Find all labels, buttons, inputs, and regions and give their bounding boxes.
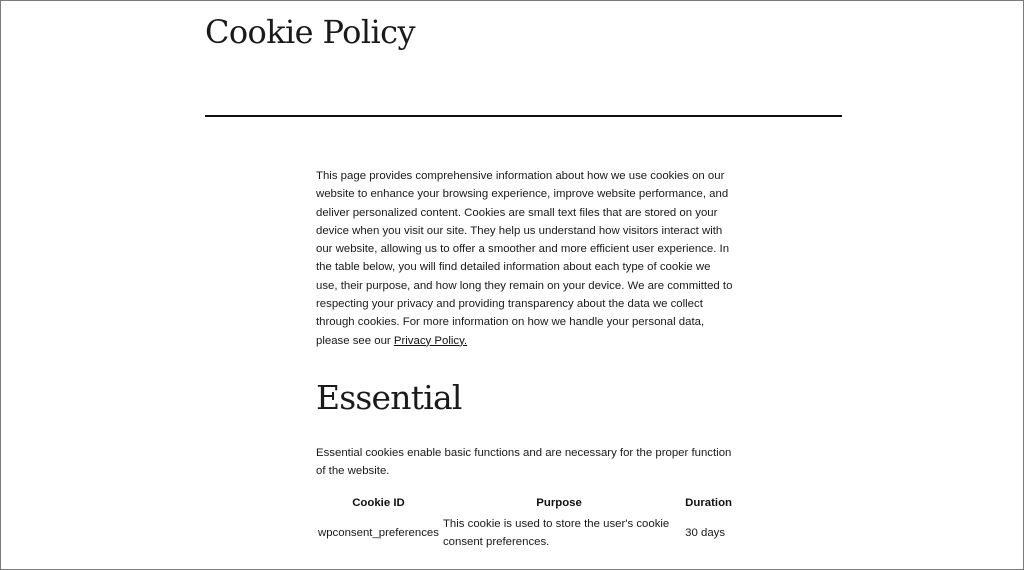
cell-purpose: This cookie is used to store the user's cookie consent preferences.	[442, 517, 670, 548]
cell-cookie-id: wpconsent_preferences	[318, 526, 439, 539]
column-header-cookie-id: Cookie ID	[352, 496, 405, 509]
column-header-purpose: Purpose	[536, 496, 582, 509]
policy-content	[316, 167, 734, 553]
column-header-duration: Duration	[685, 496, 732, 509]
essential-cookie-table	[316, 495, 734, 554]
cell-duration: 30 days	[685, 526, 726, 539]
page-title: Cookie Policy	[205, 13, 415, 51]
essential-section-description: Essential cookies enable basic functions and are necessary for the proper function of the website.	[316, 446, 732, 478]
title-divider	[205, 115, 842, 117]
intro-text: This page provides comprehensive information about how we use cookies on our website to enhance your browsing experience, improve website performance, and deliver personalized content. Cookies are small text files that are stored on your device when you visit our site. They help us understand how visitors interact with our website, allowing us to offer a smoother and more efficient user experience. In the table below, you will find detailed information about each type of cookie we use, their purpose, and how long they remain on your device. We are committed to respecting your privacy and providing transparency about the data we collect through cookies. For more information on how we handle your personal data, please see our	[316, 170, 733, 347]
essential-section-heading: Essential	[316, 377, 462, 417]
table-row	[316, 513, 734, 554]
privacy-policy-link[interactable]: Privacy Policy.	[393, 334, 468, 347]
intro-paragraph	[316, 167, 734, 350]
table-header-row	[316, 495, 734, 513]
